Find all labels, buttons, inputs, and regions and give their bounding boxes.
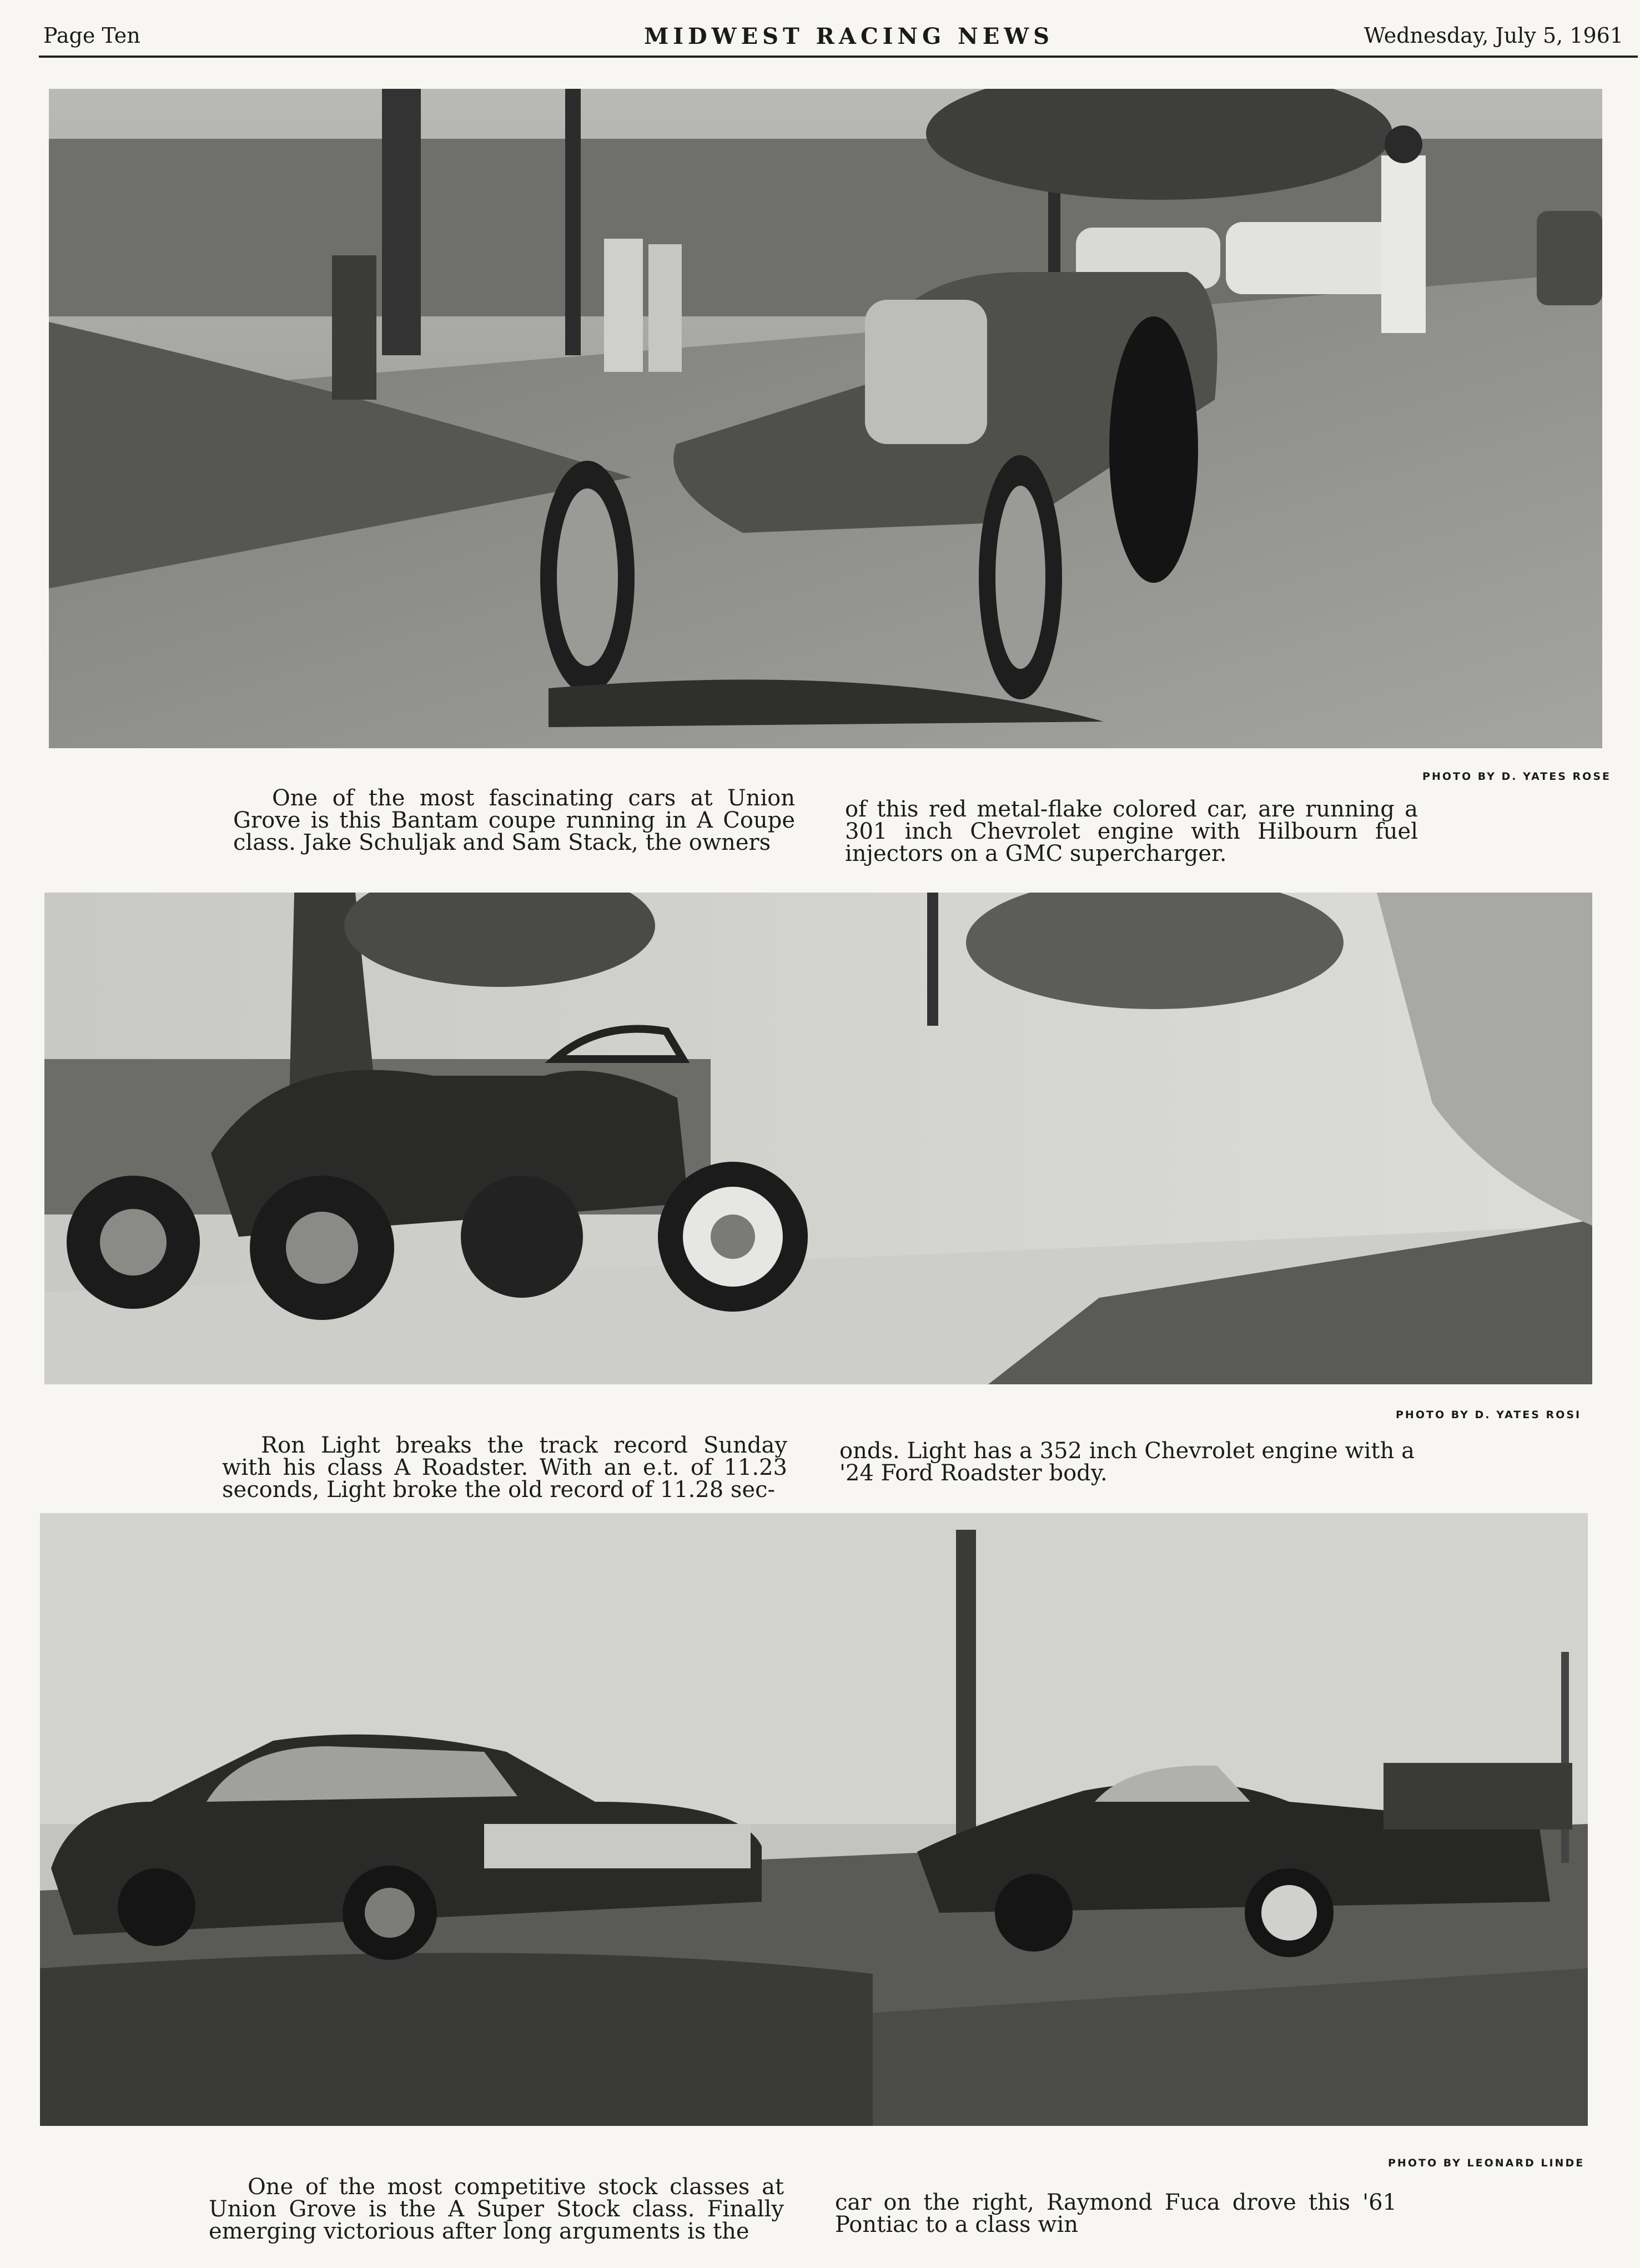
photo-credit: PHOTO BY D. YATES ROSI	[1396, 1409, 1582, 1421]
caption-left-1: One of the most fascinating cars at Union Grove is this Bantam coupe running in A Coupe class. Jake Schuljak and Sam Stack, the owners	[233, 785, 795, 855]
caption-right-2: onds. Light has a 352 inch Chevrolet engine with a '24 Ford Roadster body.	[839, 1438, 1415, 1486]
super-stock-image	[40, 1513, 1588, 2126]
a-roadster-image	[44, 893, 1592, 1384]
photo-super-stock	[40, 1513, 1588, 2126]
photo-bantam-coupe	[49, 89, 1602, 748]
bantam-coupe-image	[49, 89, 1602, 748]
photo-credit: PHOTO BY D. YATES ROSE	[1422, 770, 1611, 783]
caption-left-3: One of the most competitive stock classes at Union Grove is the A Super Stock class. Finally emerging victorious after long arguments is the	[209, 2174, 784, 2244]
caption-right-3: car on the right, Raymond Fuca drove this '61 Pontiac to a class win	[835, 2190, 1397, 2237]
masthead-rule	[39, 56, 1638, 58]
publication-title: MIDWEST RACING NEWS	[644, 23, 1054, 49]
photo-a-roadster	[44, 893, 1592, 1384]
issue-date: Wednesday, July 5, 1961	[1364, 23, 1623, 48]
caption-right-1: of this red metal-flake colored car, are running a 301 inch Chevrolet engine with Hilbourn fuel injectors on a GMC supercharger.	[845, 797, 1418, 866]
caption-left-2: Ron Light breaks the track record Sunday with his class A Roadster. With an e.t. of 11.23 seconds, Light broke the old record of 11.28 sec-	[222, 1433, 787, 1503]
page-number: Page Ten	[43, 23, 140, 48]
photo-credit: PHOTO BY LEONARD LINDE	[1388, 2157, 1585, 2169]
